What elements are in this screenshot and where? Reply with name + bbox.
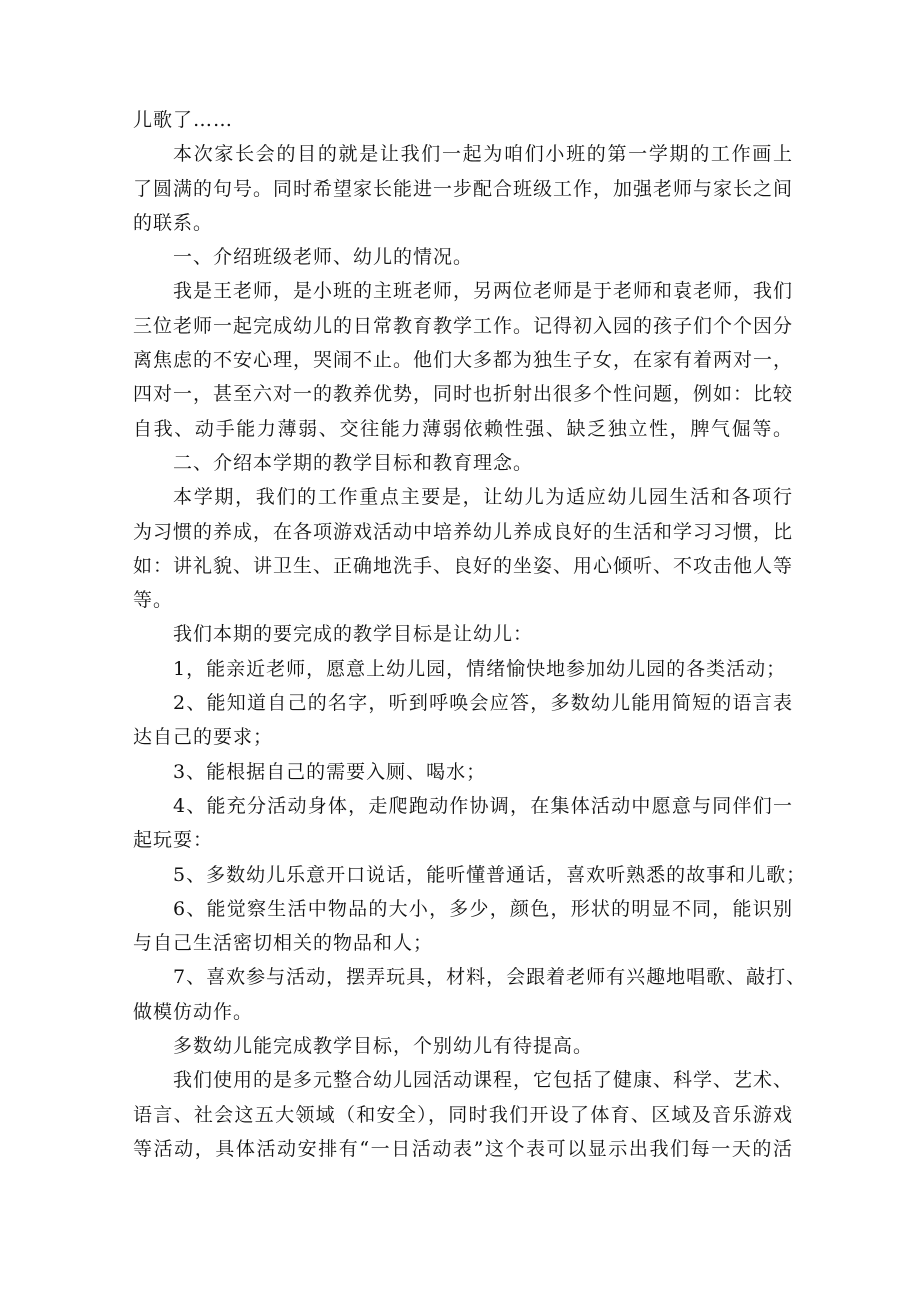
text-line: 我们使用的是多元整合幼儿园活动课程，它包括了健康、科学、艺术、 [173, 1069, 794, 1092]
text-line: 1，能亲近老师，愿意上幼儿园，情绪愉快地参加幼儿园的各类活动； [173, 657, 787, 680]
text-line: 7、喜欢参与活动，摆弄玩具，材料，会跟着老师有兴趣地唱歌、敲打、 [173, 966, 807, 989]
document-body [133, 103, 807, 1166]
text-line: 三位老师一起完成幼儿的日常教育教学工作。记得初入园的孩子们个个因分 [133, 314, 794, 337]
text-line: 等。 [133, 589, 174, 612]
text-line: 离焦虑的不安心理，哭闹不止。他们大多都为独生子女，在家有着两对一， [133, 349, 794, 372]
text-line: 语言、社会这五大领域（和安全），同时我们开设了体育、区域及音乐游戏 [133, 1103, 793, 1126]
text-line: 与自己生活密切相关的物品和人； [133, 932, 434, 955]
text-line: 自我、动手能力薄弱、交往能力薄弱依赖性强、缺乏独立性，脾气倔等。 [133, 417, 793, 440]
text-line: 二、介绍本学期的教学目标和教育理念。 [173, 451, 534, 474]
text-line: 我们本期的要完成的教学目标是让幼儿： [173, 623, 534, 646]
text-line: 起玩耍： [133, 829, 214, 852]
text-line: 等活动，具体活动安排有“一日活动表”这个表可以显示出我们每一天的活 [133, 1137, 793, 1160]
text-line: 6、能觉察生活中物品的大小，多少，颜色，形状的明显不同，能识别 [173, 897, 793, 920]
text-line: 5、多数幼儿乐意开口说话，能听懂普通话，喜欢听熟悉的故事和儿歌； [173, 863, 807, 886]
text-line: 为习惯的养成，在各项游戏活动中培养幼儿养成良好的生活和学习习惯，比 [133, 520, 794, 543]
text-line: 3、能根据自己的需要入厕、喝水； [173, 760, 487, 783]
text-line: 2、能知道自己的名字，听到呼唤会应答，多数幼儿能用简短的语言表 [173, 692, 793, 715]
text-line: 儿歌了…… [133, 109, 234, 131]
text-line: 达自己的要求； [133, 726, 274, 749]
text-line: 一、介绍班级老师、幼儿的情况。 [173, 246, 474, 269]
text-line: 4、能充分活动身体，走爬跑动作协调，在集体活动中愿意与同伴们一 [173, 794, 793, 817]
text-line: 本学期，我们的工作重点主要是，让幼儿为适应幼儿园生活和各项行 [173, 486, 793, 509]
text-line: 我是王老师，是小班的主班老师，另两位老师是于老师和袁老师，我们 [173, 280, 794, 303]
text-line: 做模仿动作。 [133, 1000, 254, 1023]
text-line: 本次家长会的目的就是让我们一起为咱们小班的第一学期的工作画上 [173, 143, 793, 166]
text-line: 多数幼儿能完成教学目标，个别幼儿有待提高。 [173, 1035, 594, 1058]
text-line: 的联系。 [133, 211, 214, 234]
text-line: 四对一，甚至六对一的教养优势，同时也折射出很多个性问题，例如：比较 [133, 383, 794, 406]
text-line: 如：讲礼貌、讲卫生、正确地洗手、良好的坐姿、用心倾听、不攻击他人等 [133, 554, 794, 577]
text-line: 了圆满的句号。同时希望家长能进一步配合班级工作，加强老师与家长之间 [133, 177, 794, 200]
